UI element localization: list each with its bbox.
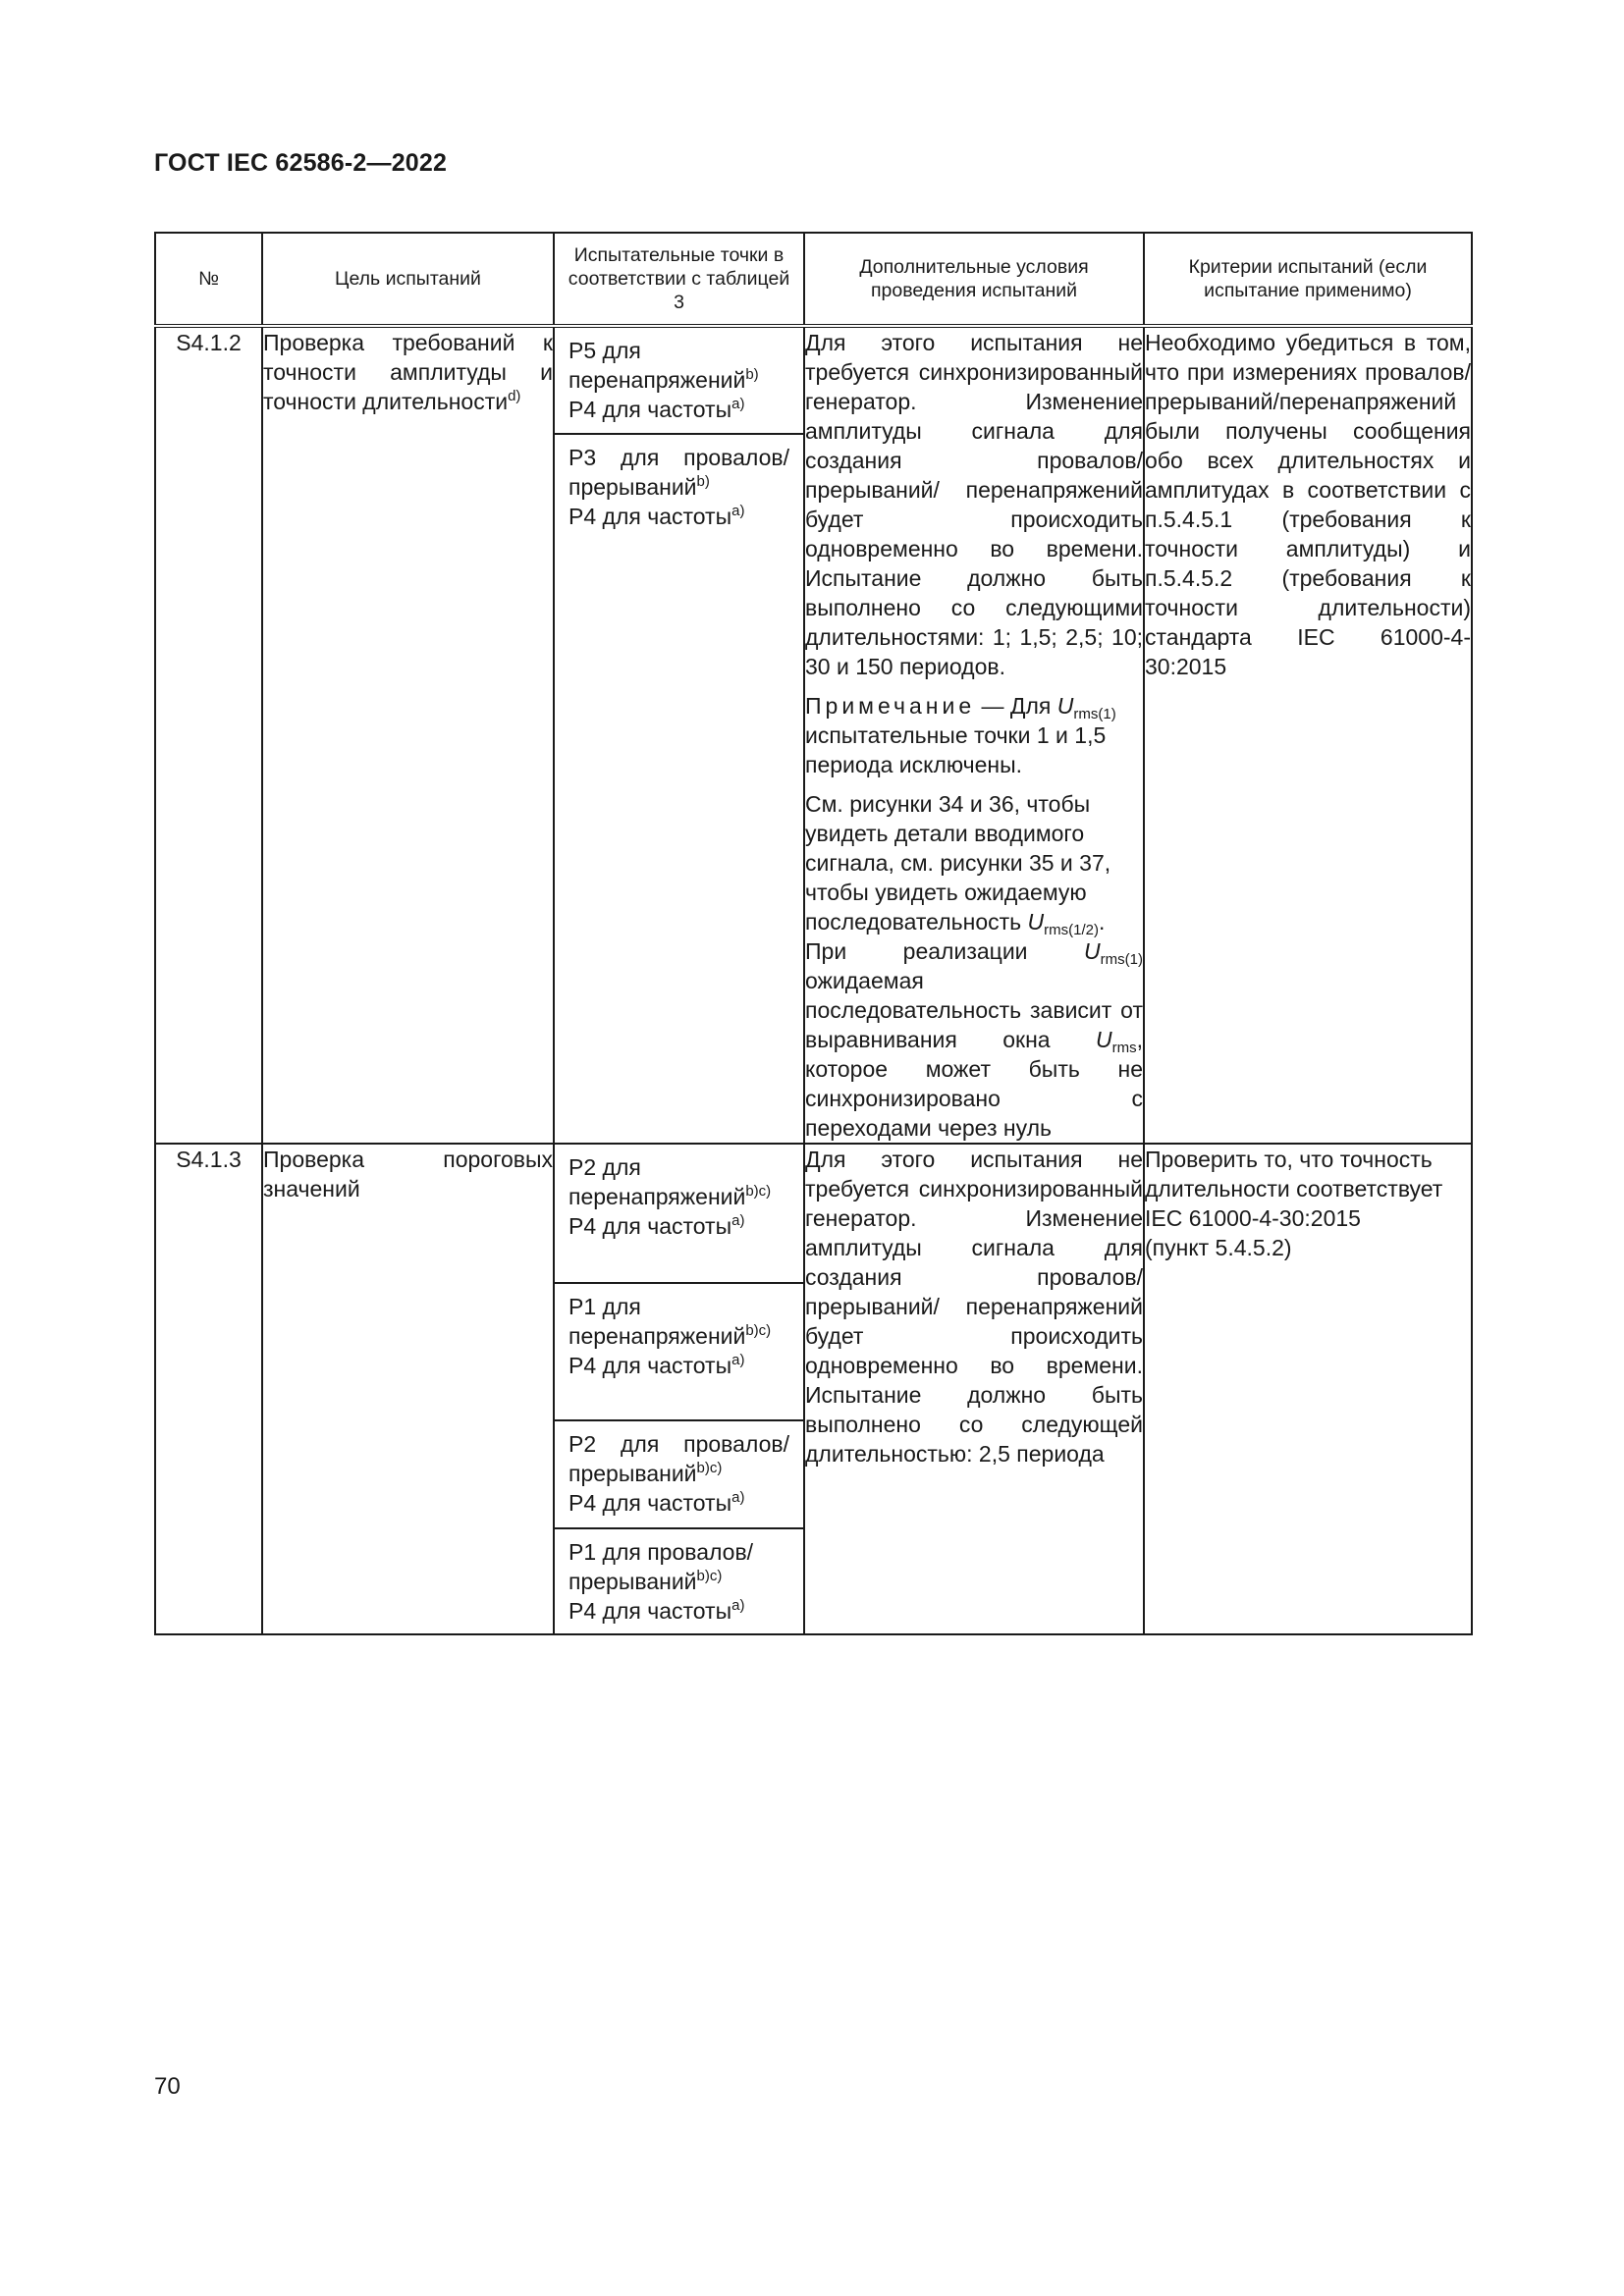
- point-line: P3 для провалов/прерываний: [568, 445, 789, 500]
- row-number-cell: [155, 326, 262, 1144]
- variable-subscript: rms: [1111, 1040, 1137, 1056]
- row-number: S4.1.2: [176, 330, 242, 355]
- column-header-conditions: Дополнительные условия проведения испытаний: [804, 233, 1144, 326]
- conditions-text: , которое может быть не синхронизировано с переходами через нуль: [805, 1027, 1143, 1141]
- variable-u: U: [1095, 1027, 1112, 1052]
- test-point-block: [555, 328, 803, 435]
- test-point-block: [555, 435, 803, 539]
- table-row: [155, 1144, 1472, 1634]
- table-row: [155, 326, 1472, 1144]
- point-line: P4 для частоты: [568, 1353, 732, 1378]
- criteria-text: (пункт 5.4.5.2): [1145, 1235, 1292, 1260]
- note-label: Примечание: [805, 693, 976, 719]
- footnote-ref: b): [696, 473, 710, 490]
- variable-subscript: rms(1): [1100, 951, 1143, 968]
- points-cell: [554, 1144, 804, 1634]
- criteria-text: Необходимо убедиться в том, что при измерениях провалов/прерываний/перенапряжений были получены сообщения обо всех длительностях и амплитудах в соответствии с п.5.4.5.1 (требования к точности амплитуды) и п.5.4.5.2 (требования к точности длительности) стандарта IEC 61000-4-30:2015: [1145, 330, 1471, 679]
- conditions-text: ожидаемая последовательность зависит от выравнивания окна: [805, 968, 1143, 1052]
- footnote-ref: a): [731, 1352, 745, 1368]
- footnote-ref: b)c): [696, 1568, 723, 1584]
- row-number: S4.1.3: [176, 1147, 242, 1172]
- table-header-row: [155, 233, 1472, 326]
- point-line: P2 для провалов/прерываний: [568, 1431, 789, 1486]
- test-table: [154, 232, 1473, 1635]
- column-header-criteria: Критерии испытаний (если испытание применимо): [1144, 233, 1472, 326]
- footnote-ref: b): [745, 366, 759, 383]
- variable-u: U: [1056, 693, 1074, 719]
- point-line: P4 для частоты: [568, 397, 732, 422]
- purpose-text: Проверка требований к точности амплитуды и точности длительности: [263, 330, 553, 414]
- points-cell: [554, 326, 804, 1144]
- note-paragraph: [805, 691, 1143, 779]
- footnote-ref: b)c): [745, 1322, 772, 1339]
- criteria-cell: [1144, 326, 1472, 1144]
- row-number-cell: [155, 1144, 262, 1634]
- footnote-ref: a): [731, 1212, 745, 1229]
- test-point-block: [555, 1529, 803, 1633]
- conditions-paragraph: Для этого испытания не требуется синхронизированный генератор. Изменение амплитуды сигнала для создания провалов/прерываний/ перенапряжений будет происходить одновременно во времени. Испытание должно быть выполнено со следующими длительностями: 1; 1,5; 2,5; 10; 30 и 150 периодов.: [805, 330, 1143, 679]
- footnote-ref: a): [731, 1597, 745, 1614]
- conditions-text: При реализации: [805, 938, 1085, 964]
- purpose-text: Проверка пороговых значений: [263, 1147, 553, 1201]
- footnote-ref: d): [508, 388, 521, 404]
- purpose-cell: [262, 326, 554, 1144]
- variable-u: U: [1027, 909, 1045, 934]
- conditions-text: См. рисунки 34 и 36, чтобы увидеть детали вводимого сигнала, см. рисунки 35 и 37, чтобы увидеть ожидаемую последовательность: [805, 791, 1111, 934]
- conditions-text: Для этого испытания не требуется синхронизированный генератор. Изменение амплитуды сигнала для создания провалов/прерываний/ перенапряжений будет происходить одновременно во времени. Испытание должно быть выполнено со следующей длительностью: 2,5 периода: [805, 1147, 1143, 1467]
- test-point-block: [555, 1145, 803, 1284]
- footnote-ref: a): [731, 396, 745, 412]
- test-point-block: [555, 1284, 803, 1421]
- point-line: P4 для частоты: [568, 504, 732, 529]
- document-header: ГОСТ IEC 62586-2—2022: [154, 149, 448, 177]
- criteria-text: Проверить то, что точность длительности соответствует: [1145, 1147, 1443, 1201]
- note-text: испытательные точки 1 и 1,5 периода исключены.: [805, 722, 1107, 777]
- column-header-purpose: Цель испытаний: [262, 233, 554, 326]
- footnote-ref: b)c): [696, 1460, 723, 1476]
- footnote-ref: b)c): [745, 1183, 772, 1200]
- point-line: P4 для частоты: [568, 1213, 732, 1239]
- point-line: P5 для перенапряжений: [568, 338, 746, 393]
- point-line: P4 для частоты: [568, 1490, 732, 1516]
- test-point-block: [555, 1421, 803, 1529]
- footnote-ref: a): [731, 1489, 745, 1506]
- variable-u: U: [1084, 938, 1101, 964]
- point-line: P4 для частоты: [568, 1598, 732, 1624]
- variable-subscript: rms(1): [1073, 706, 1116, 722]
- criteria-text: IEC 61000-4-30:2015: [1145, 1205, 1361, 1231]
- conditions-paragraph: [805, 936, 1143, 1143]
- footnote-ref: a): [731, 503, 745, 519]
- note-text: — Для: [975, 693, 1057, 719]
- point-line: P2 для перенапряжений: [568, 1154, 746, 1209]
- conditions-paragraph: [805, 789, 1143, 936]
- criteria-cell: [1144, 1144, 1472, 1634]
- conditions-cell: [804, 1144, 1144, 1634]
- purpose-cell: [262, 1144, 554, 1634]
- column-header-points: Испытательные точки в соответствии с таблицей 3: [554, 233, 804, 326]
- column-header-num: №: [155, 233, 262, 326]
- conditions-cell: [804, 326, 1144, 1144]
- variable-subscript: rms(1/2): [1044, 922, 1099, 938]
- point-line: P1 для провалов/прерываний: [568, 1539, 754, 1594]
- page-number: 70: [154, 2073, 181, 2100]
- point-line: P1 для перенапряжений: [568, 1294, 746, 1349]
- conditions-text: .: [1099, 909, 1106, 934]
